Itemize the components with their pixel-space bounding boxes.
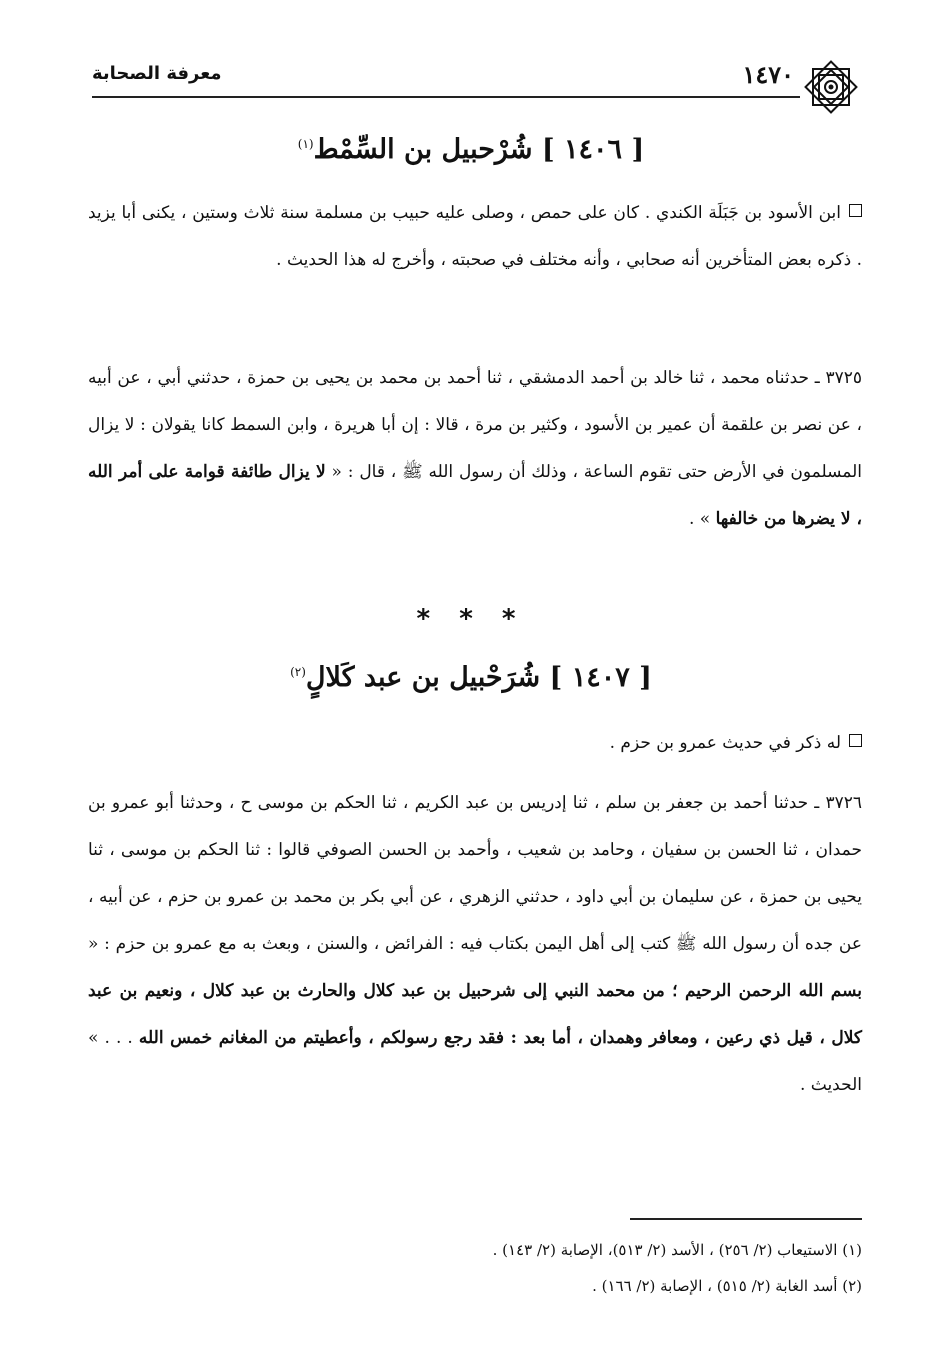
entry-heading-1407 bbox=[80, 662, 862, 693]
footnote-1: (١) الاستيعاب (٢/ ٢٥٦) ، الأسد (٢/ ٥١٣)، الإصابة (٢/ ١٤٣) . bbox=[492, 1241, 862, 1259]
entry-1407-bio bbox=[88, 720, 862, 767]
running-title: معرفة الصحابة bbox=[92, 63, 222, 84]
page-number: ١٤٧٠ bbox=[742, 60, 794, 89]
entry-heading-1406 bbox=[80, 134, 862, 165]
entry-heading-1406-text: [ ١٤٠٦ ] شُرْحبيل بن السِّمْط bbox=[313, 134, 645, 165]
hadith-3726-quote: بسم الله الرحمن الرحيم ؛ من محمد النبي إلى شرحبيل بن عبد كلال والحارث بن عبد كلال ، ونعيم بن عبد كلال ، قيل ذي رعين ، ومعافر وهمدان ، أما بعد : فقد رجع رسولكم ، وأعطيتم من المغانم خمس الله bbox=[88, 981, 862, 1048]
footnotes bbox=[88, 1232, 862, 1304]
hadith-3725 bbox=[88, 355, 862, 543]
hadith-3725-text: ٣٧٢٥ ـ حدثناه محمد ، ثنا خالد بن أحمد الدمشقي ، ثنا أحمد بن محمد بن يحيى بن حمزة ، حدثني أبي ، عن أبيه ، عن نصر بن علقمة أن عمير بن الأسود ، وكثير بن مرة ، قالا : إن أبا هريرة ، وابن السمط كانا يقولان : لا يزال المسلمون في الأرض حتى تقوم الساعة ، وذلك أن رسول الله ﷺ ، قال : « bbox=[88, 368, 862, 482]
footnote-marker-2: (٢) bbox=[290, 665, 306, 679]
paragraph-box-icon bbox=[849, 734, 862, 747]
hadith-3725-quote: لا يزال طائفة قوامة على أمر الله ، لا يضرها من خالفها bbox=[88, 462, 862, 529]
star-ornament-icon bbox=[800, 56, 862, 118]
hadith-3726-text: ٣٧٢٦ ـ حدثنا أحمد بن جعفر بن سلم ، ثنا إدريس بن عبد الكريم ، ثنا الحكم بن موسى ح ، وحدثنا أبو عمرو بن حمدان ، ثنا الحسن بن سفيان ، وحامد بن شعيب ، وأحمد بن الحسن الصوفي قالوا : ثنا الحكم بن موسى ، ثنا يحيى بن حمزة ، عن سليمان بن أبي داود ، حدثني الزهري ، عن أبي بكر بن محمد بن عمرو بن حزم ، عن أبيه ، عن جده أن رسول الله ﷺ كتب إلى أهل اليمن بكتاب فيه : الفرائض ، والسنن ، وبعث به مع عمرو بن حزم : « bbox=[88, 793, 862, 954]
section-separator: * * * bbox=[416, 604, 526, 634]
hadith-3726-end: . . . » الحديث . bbox=[88, 1028, 862, 1095]
header-rule bbox=[92, 96, 800, 98]
entry-1406-bio bbox=[88, 190, 862, 284]
footnote-rule bbox=[630, 1218, 862, 1220]
entry-1407-bio-text: له ذكر في حديث عمرو بن حزم . bbox=[609, 733, 841, 753]
footnote-2: (٢) أسد الغابة (٢/ ٥١٥) ، الإصابة (٢/ ١٦٦) . bbox=[592, 1277, 862, 1295]
paragraph-box-icon bbox=[849, 204, 862, 217]
entry-heading-1407-text: [ ١٤٠٧ ] شُرَحْبيل بن عبد كَلالٍ bbox=[305, 662, 652, 693]
hadith-3725-end: » . bbox=[688, 509, 711, 529]
entry-1406-bio-text: ابن الأسود بن جَبَلَة الكندي . كان على حمص ، وصلى عليه حبيب بن مسلمة سنة ثلاث وستين ، يكنى أبا يزيد . ذكره بعض المتأخرين أنه صحابي ، وأنه مختلف في صحبته ، وأخرج له هذا الحديث . bbox=[88, 203, 862, 270]
hadith-3726 bbox=[88, 780, 862, 1109]
footnote-marker-1: (١) bbox=[297, 137, 314, 151]
